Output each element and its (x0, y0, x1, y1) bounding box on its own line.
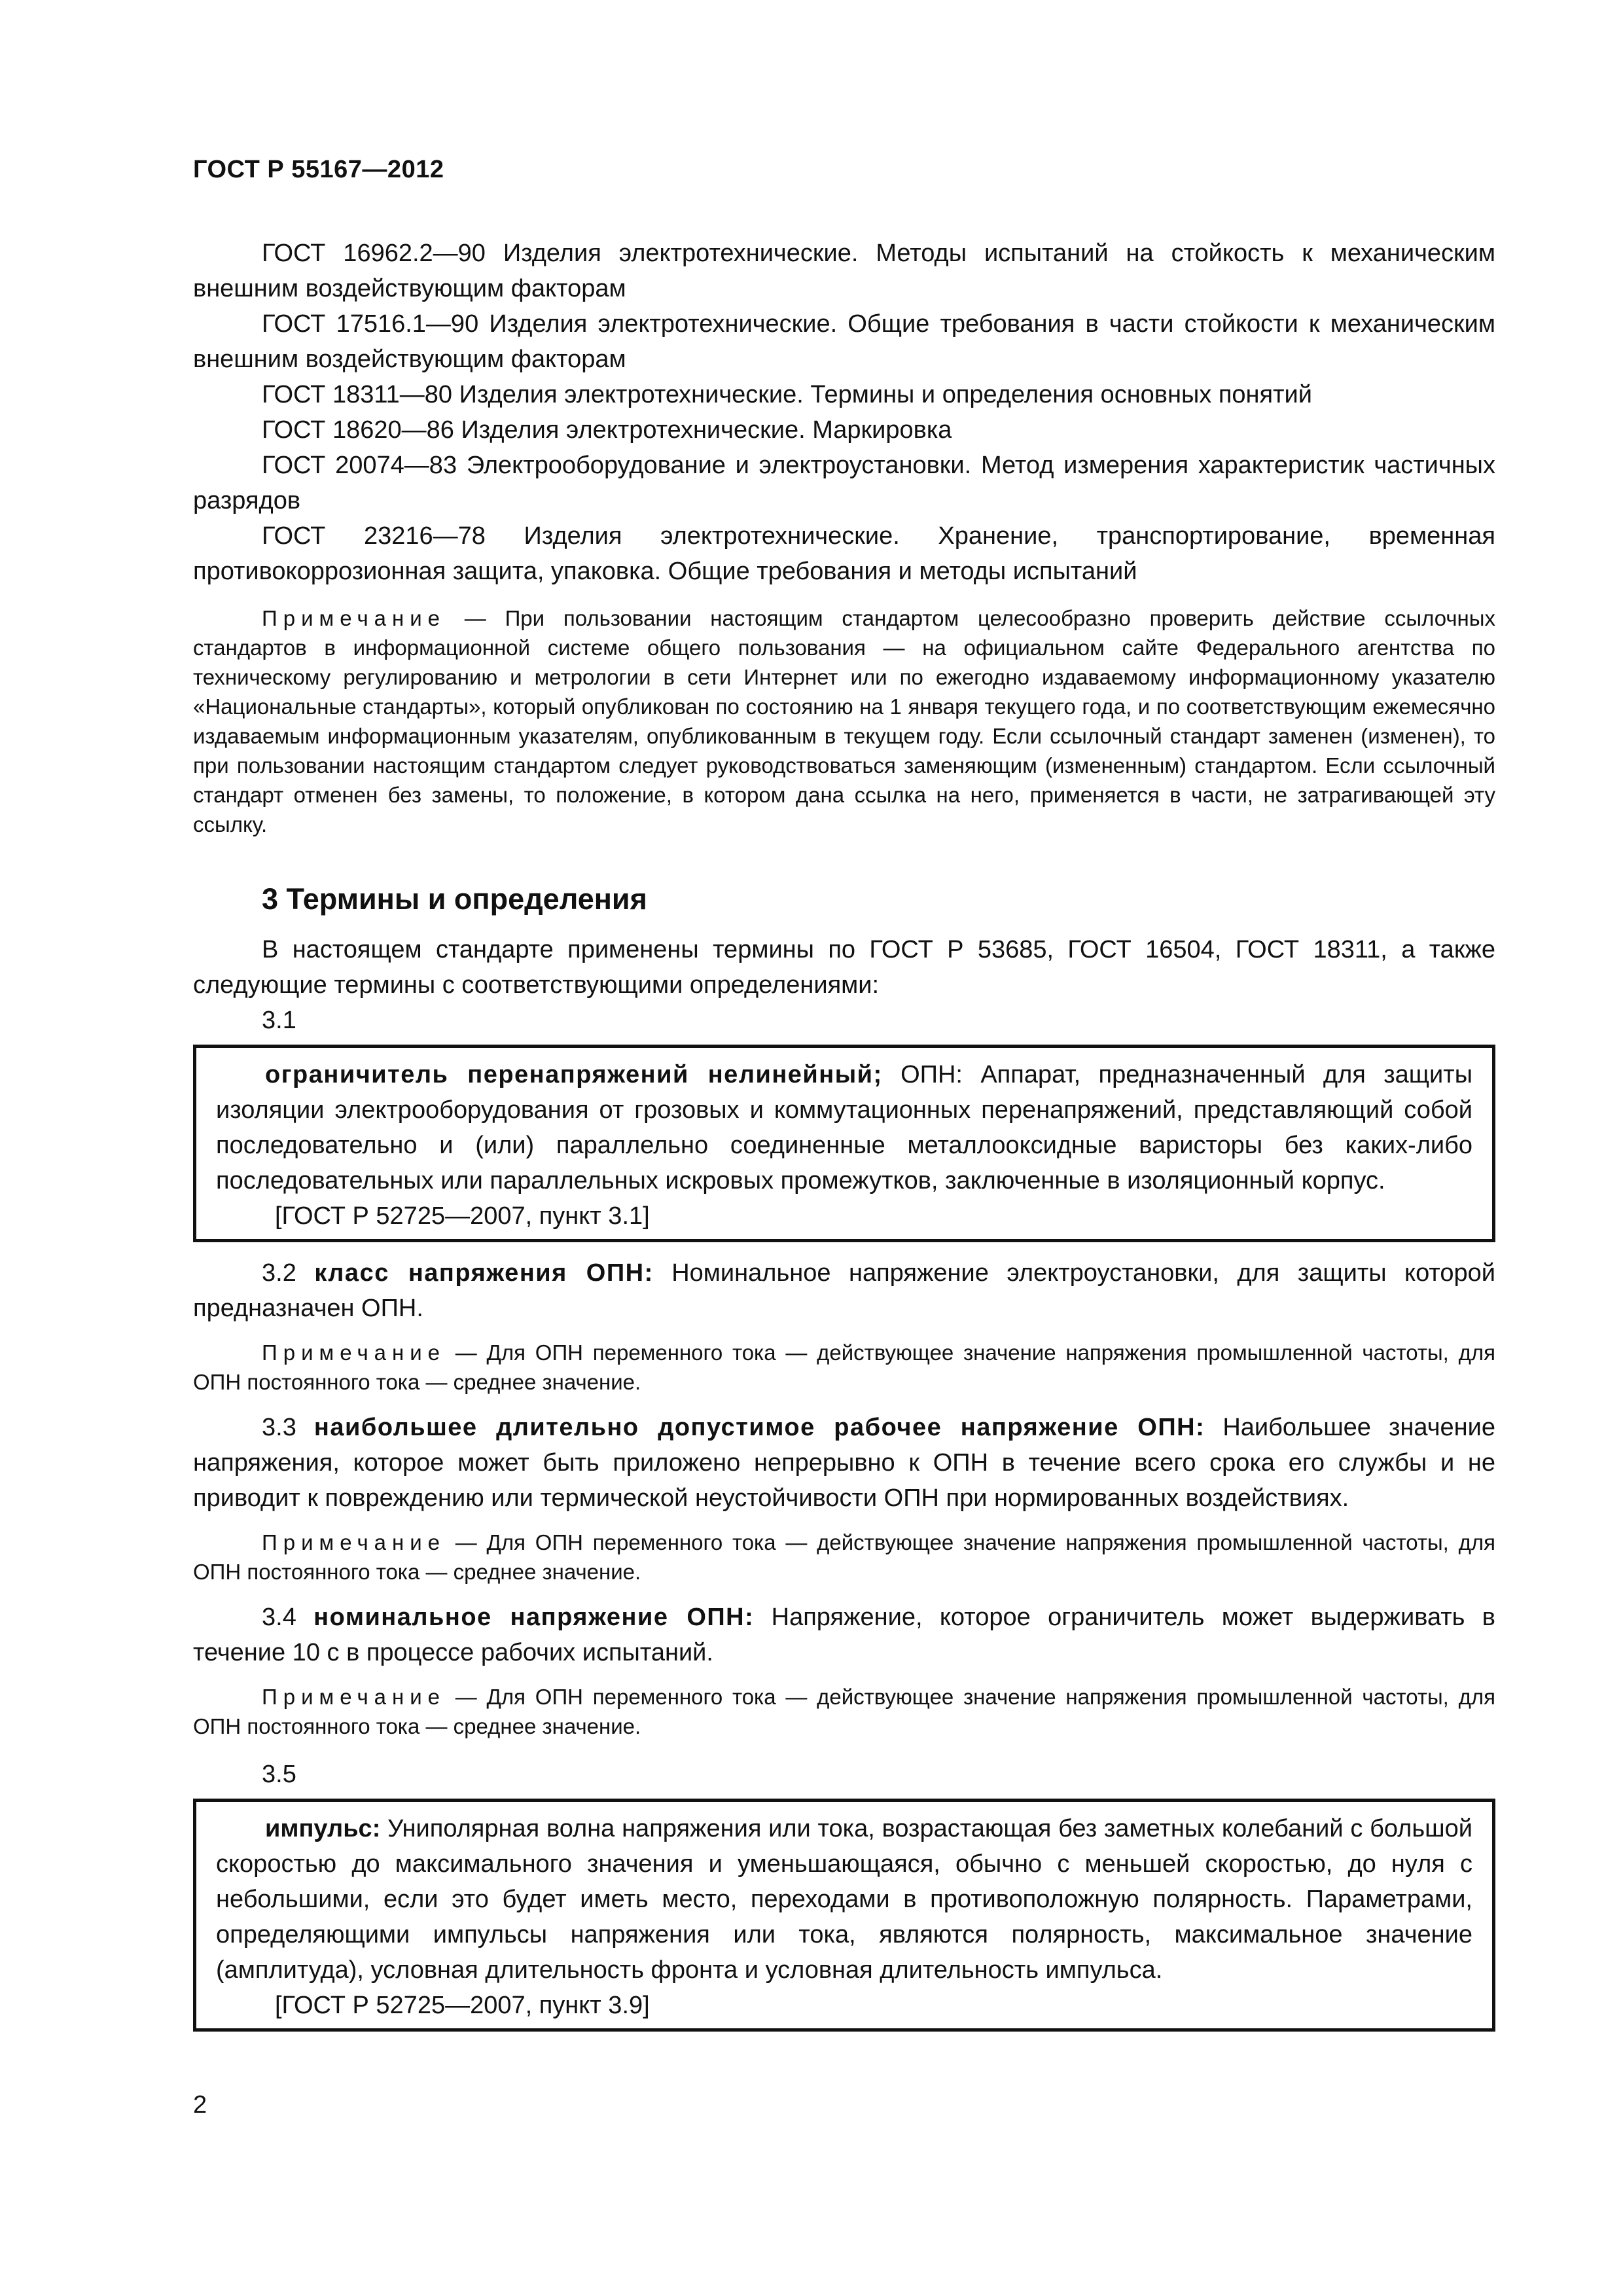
term-name: наибольшее длительно допустимое рабочее напряжение ОПН: (313, 1414, 1205, 1441)
note-label: Примечание (262, 1685, 446, 1709)
term-text: Униполярная волна напряжения или тока, возрастающая без заметных колебаний с большой скоростью до максимального значения и уменьшающаяся, обычно с меньшей скоростью, до нуля с небольшими, если это будет иметь место, переходами в противоположную полярность. Параметрами, определяющими импульсы напряжения или тока, являются полярность, максимальное значение (амплитуда), условная длительность фронта и условная длительность импульса. (216, 1815, 1472, 1984)
section-heading: 3 Термины и определения (262, 882, 647, 916)
note-text: — При пользовании настоящим стандартом целесообразно проверить действие ссылочных стандартов в информационной системе общего пользования — на официальном сайте Федерального агентства по техническому регулированию и метрологии в сети Интернет или по ежегодно издаваемому информационному указателю «Национальные стандарты», который опубликован по состоянию на 1 января текущего года, и по соответствующим ежемесячно издаваемым информационным указателям, опубликованным в текущем году. Если ссылочный стандарт заменен (изменен), то при пользовании настоящим стандартом следует руководствоваться заменяющим (измененным) стандартом. Если ссылочный стандарт отменен без замены, то положение, в котором дана ссылка на него, применяется в части, не затрагивающей эту ссылку. (193, 606, 1495, 836)
term-text: Наибольшее значение напряжения, которое может быть приложено непрерывно к ОПН в течение всего срока его службы и не приводит к повреждению или термической неустойчивости ОПН при нормированных воздействиях. (193, 1414, 1495, 1512)
reference-item: ГОСТ 17516.1—90 Изделия электротехнические. Общие требования в части стойкости к механическим внешним воздействующим факторам (193, 310, 1495, 373)
term-definition (193, 1410, 1495, 1516)
term-text: Номинальное напряжение электроустановки, для защиты которой предназначен ОПН. (193, 1259, 1495, 1322)
term-number: 3.5 (262, 1761, 296, 1788)
term-note (193, 1682, 1495, 1741)
term-definition (216, 1811, 1472, 1988)
note-text: — Для ОПН переменного тока — действующее значение напряжения промышленной частоты, для ОПН постоянного тока — среднее значение. (193, 1530, 1495, 1584)
reference-item: ГОСТ 23216—78 Изделия электротехнические. Хранение, транспортирование, временная противокоррозионная защита, упаковка. Общие требования и методы испытаний (193, 522, 1495, 585)
reference-item: ГОСТ 20074—83 Электрооборудование и электроустановки. Метод измерения характеристик частичных разрядов (193, 452, 1495, 514)
term-source: [ГОСТ Р 52725—2007, пункт 3.9] (275, 1992, 650, 2019)
references-note (193, 603, 1495, 839)
reference-item: ГОСТ 18620—86 Изделия электротехнические. Маркировка (262, 416, 952, 444)
note-label: Примечание (262, 606, 446, 630)
term-name: ограничитель перенапряжений нелинейный; (265, 1061, 883, 1088)
note-label: Примечание (262, 1530, 446, 1554)
term-definition (193, 1255, 1495, 1326)
term-note (193, 1338, 1495, 1397)
term-name: импульс: (265, 1815, 381, 1842)
term-note (193, 1528, 1495, 1587)
term-source: [ГОСТ Р 52725—2007, пункт 3.1] (275, 1202, 650, 1230)
page-number: 2 (193, 2091, 207, 2119)
term-definition (193, 1600, 1495, 1670)
document-header: ГОСТ Р 55167—2012 (193, 156, 444, 183)
note-text: — Для ОПН переменного тока — действующее значение напряжения промышленной частоты, для ОПН постоянного тока — среднее значение. (193, 1340, 1495, 1394)
reference-item: ГОСТ 18311—80 Изделия электротехнические. Термины и определения основных понятий (262, 381, 1312, 408)
reference-item: ГОСТ 16962.2—90 Изделия электротехнические. Методы испытаний на стойкость к механическим внешним воздействующим факторам (193, 240, 1495, 302)
term-box (193, 1799, 1495, 2032)
term-text: ОПН: Аппарат, предназначенный для защиты изоляции электрооборудования от грозовых и коммутационных перенапряжений, представляющий собой последовательно и (или) параллельно соединенные металлооксидные варисторы без каких-либо последовательных или параллельных искровых промежутков, заключенные в изоляционный корпус. (216, 1061, 1473, 1194)
term-definition (216, 1057, 1472, 1198)
page-content (193, 236, 1495, 2032)
term-number: 3.1 (262, 1007, 296, 1034)
note-text: — Для ОПН переменного тока — действующее значение напряжения промышленной частоты, для ОПН постоянного тока — среднее значение. (193, 1685, 1495, 1738)
term-number: 3.4 (262, 1604, 296, 1631)
section-intro: В настоящем стандарте применены термины по ГОСТ Р 53685, ГОСТ 16504, ГОСТ 18311, а также следующие термины с соответствующими определениями: (193, 936, 1495, 999)
term-box (193, 1045, 1495, 1242)
term-text: Напряжение, которое ограничитель может выдерживать в течение 10 с в процессе рабочих испытаний. (193, 1604, 1495, 1666)
term-number: 3.3 (262, 1414, 296, 1441)
note-label: Примечание (262, 1340, 446, 1365)
term-name: номинальное напряжение ОПН: (313, 1604, 755, 1631)
term-number: 3.2 (262, 1259, 296, 1287)
term-name: класс напряжения ОПН: (314, 1259, 654, 1287)
